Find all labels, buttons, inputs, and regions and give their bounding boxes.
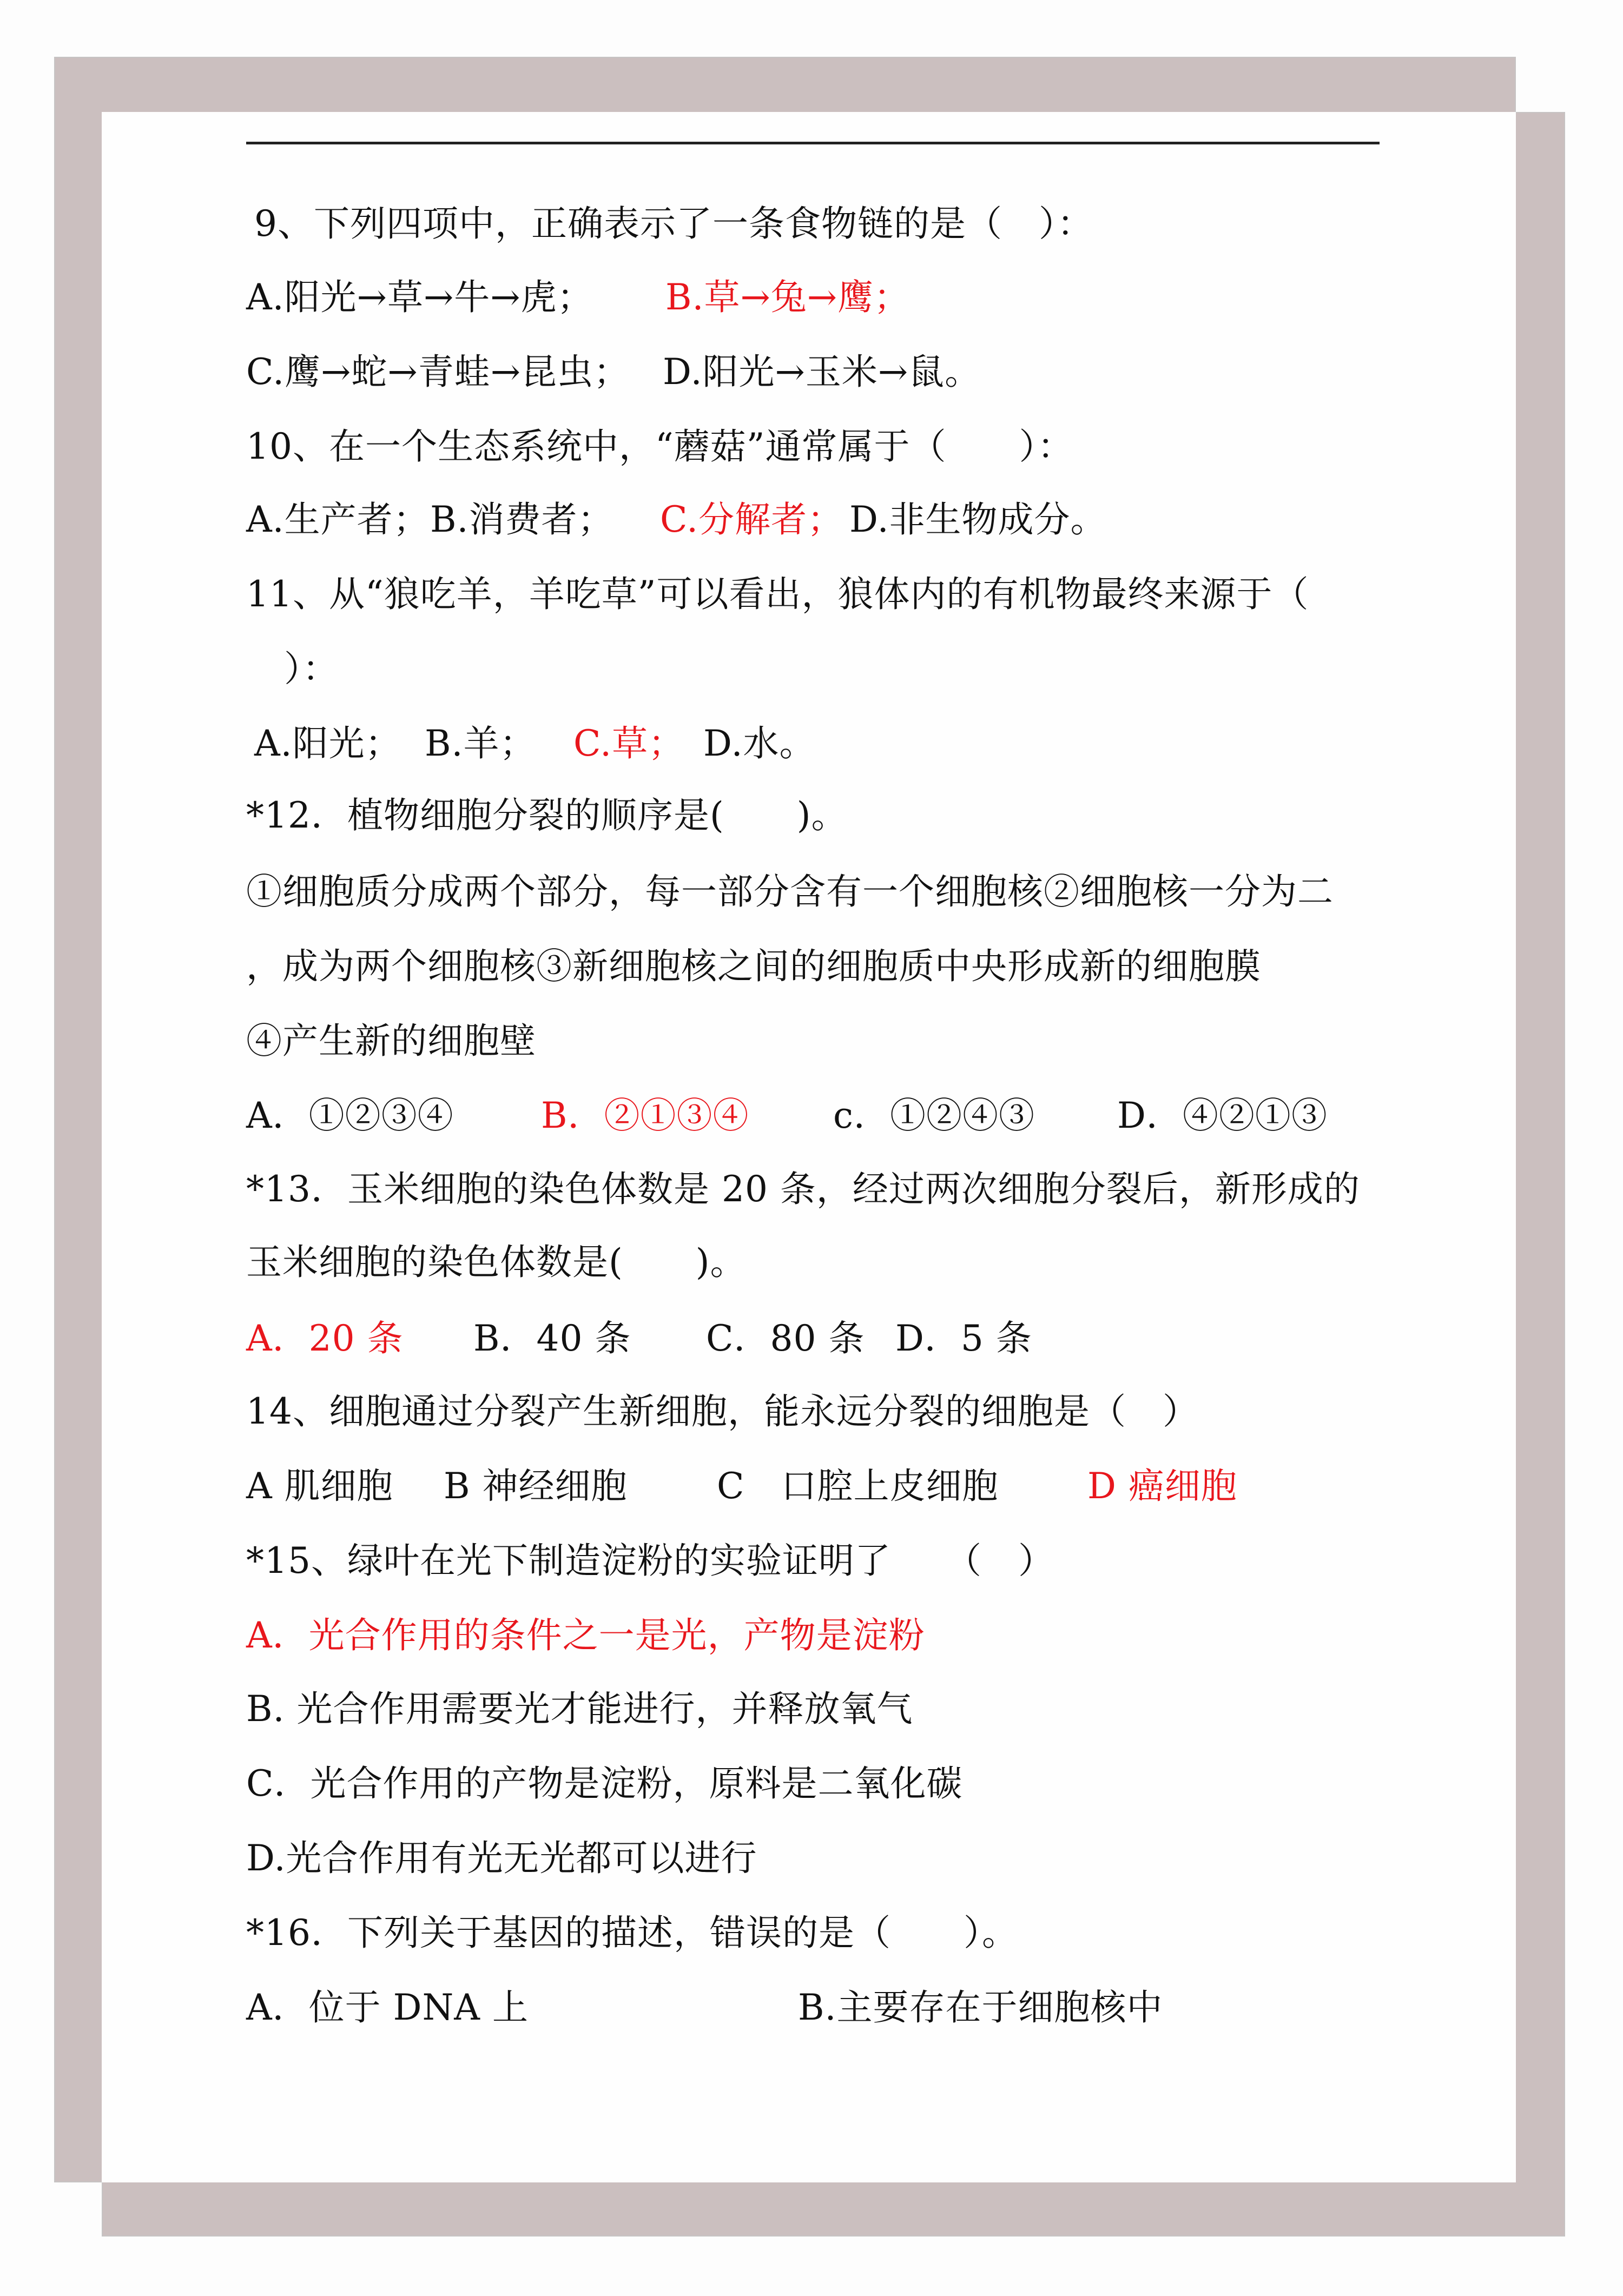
question-15-stem: *15、绿叶在光下制造淀粉的实验证明了 （ ） xyxy=(246,1540,1054,1582)
option-11d: D.水。 xyxy=(703,723,816,764)
question-13-stem-line-1: *13．玉米细胞的染色体数是 20 条，经过两次细胞分裂后，新形成的 xyxy=(246,1168,1360,1210)
option-10b: B.消费者； xyxy=(430,499,614,540)
option-13d: D．5 条 xyxy=(895,1318,1032,1359)
option-14b: B 神经细胞 xyxy=(444,1465,628,1507)
question-10-options xyxy=(246,498,1382,541)
option-13c: C．80 条 xyxy=(706,1318,865,1359)
question-12-step-line-1: ①细胞质分成两个部分，每一部分含有一个细胞核②细胞核一分为二 xyxy=(246,871,1334,912)
option-14c: C 口腔上皮细胞 xyxy=(717,1465,999,1507)
option-10d: D.非生物成分。 xyxy=(849,499,1107,540)
option-16b: B.主要存在于细胞核中 xyxy=(798,1987,1163,2028)
question-9-stem: 9、下列四项中，正确表示了一条食物链的是（ ）： xyxy=(254,203,1093,244)
question-16-stem: *16．下列关于基因的描述，错误的是（ ）。 xyxy=(246,1912,1018,1954)
option-11c-correct: C.草； xyxy=(573,723,685,764)
option-9b-correct: B.草→兔→鹰； xyxy=(665,276,911,318)
option-11b: B.羊； xyxy=(425,723,536,764)
question-9-options-row-2 xyxy=(246,350,1382,394)
option-15c: C．光合作用的产物是淀粉，原料是二氧化碳 xyxy=(246,1763,963,1804)
option-10c-correct: C.分解者； xyxy=(660,499,844,540)
option-11a: A.阳光； xyxy=(254,723,401,764)
option-10a: A.生产者； xyxy=(246,499,430,540)
option-9d: D.阳光→玉米→鼠。 xyxy=(663,351,981,393)
option-15d: D.光合作用有光无光都可以进行 xyxy=(246,1837,757,1879)
question-13-options xyxy=(246,1317,1382,1360)
question-14-options xyxy=(246,1465,1382,1508)
option-13a-correct: A．20 条 xyxy=(246,1318,404,1359)
question-12-step-line-2: ，成为两个细胞核③新细胞核之间的细胞质中央形成新的细胞膜 xyxy=(246,945,1261,987)
question-14-stem: 14、细胞通过分裂产生新细胞，能永远分裂的细胞是（ ） xyxy=(246,1391,1199,1432)
question-12-stem: *12．植物细胞分裂的顺序是( )。 xyxy=(246,795,848,836)
question-9-options-row-1 xyxy=(246,276,1382,319)
option-14d-correct: D 癌细胞 xyxy=(1087,1465,1237,1507)
option-15a-correct: A．光合作用的条件之一是光，产物是淀粉 xyxy=(246,1615,925,1656)
question-10-stem: 10、在一个生态系统中，“蘑菇”通常属于（ ）： xyxy=(246,426,1074,467)
option-12d: D．④②①③ xyxy=(1117,1095,1328,1136)
question-11-stem-line-1: 11、从“狼吃羊，羊吃草”可以看出，狼体内的有机物最终来源于（ xyxy=(246,573,1309,615)
question-12-step-line-3: ④产生新的细胞壁 xyxy=(246,1020,536,1062)
question-11-options xyxy=(254,722,1390,765)
option-9c: C.鹰→蛇→青蛙→昆虫； xyxy=(246,351,630,393)
option-13b: B．40 条 xyxy=(473,1318,631,1359)
question-11-stem-line-2: ）： xyxy=(284,648,339,690)
option-15b: B. 光合作用需要光才能进行，并释放氧气 xyxy=(246,1688,913,1730)
question-16-options xyxy=(246,1986,1382,2029)
option-9a: A.阳光→草→牛→虎； xyxy=(246,276,593,318)
option-16a: A．位于 DNA 上 xyxy=(246,1987,529,2028)
question-13-stem-line-2: 玉米细胞的染色体数是( )。 xyxy=(246,1241,747,1283)
question-12-options xyxy=(246,1094,1382,1137)
option-12b-correct: B．②①③④ xyxy=(541,1095,749,1136)
option-12c: c．①②④③ xyxy=(833,1095,1035,1136)
option-12a: A．①②③④ xyxy=(246,1095,454,1136)
header-rule xyxy=(246,142,1380,144)
option-14a: A 肌细胞 xyxy=(246,1465,393,1507)
